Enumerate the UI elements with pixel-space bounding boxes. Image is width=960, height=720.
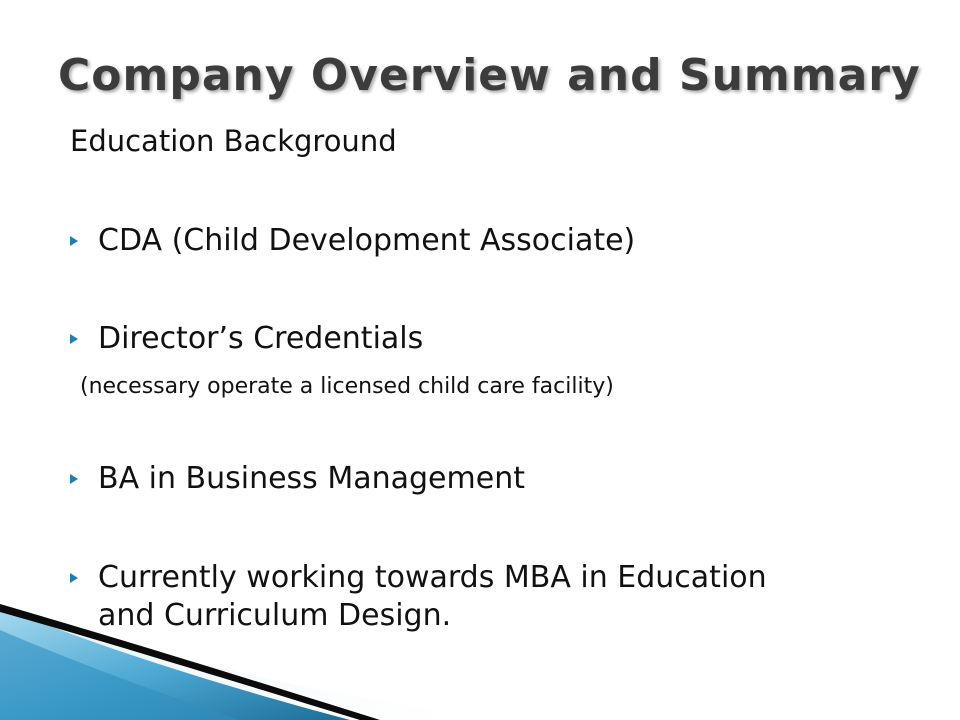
bullet-item-cda	[70, 222, 635, 260]
bullet-item-ba	[70, 460, 525, 498]
triangle-bullet-icon	[70, 573, 78, 583]
credentials-note: (necessary operate a licensed child care facility)	[80, 374, 614, 399]
bullet-item-mba	[70, 559, 767, 635]
bullet-text-line-1: Currently working towards MBA in Education	[98, 560, 767, 595]
triangle-bullet-icon	[70, 236, 78, 246]
bullet-item-directors-credentials	[70, 320, 423, 358]
slide-title: Company Overview and Summary	[58, 50, 921, 101]
triangle-bullet-icon	[70, 474, 78, 484]
bullet-text-line-2: and Curriculum Design.	[98, 598, 452, 633]
triangle-bullet-icon	[70, 334, 78, 344]
bullet-text: BA in Business Management	[98, 461, 525, 496]
section-subheading: Education Background	[70, 124, 397, 158]
bullet-text: CDA (Child Development Associate)	[98, 223, 636, 258]
bullet-text: Director’s Credentials	[98, 321, 424, 356]
